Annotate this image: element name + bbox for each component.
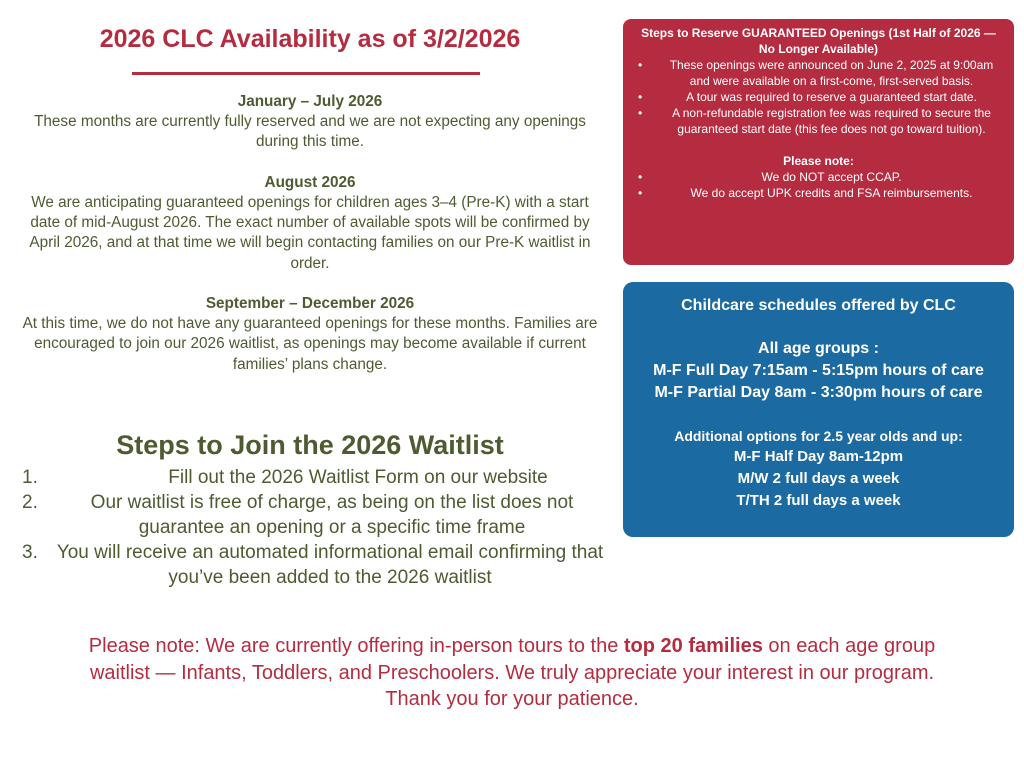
section-body: At this time, we do not have any guaranteed openings for these months. Families are encouraged to join our 2026 waitlist, as openings may become available if current families’ plans change.: [22, 315, 598, 373]
list-item: [635, 169, 1002, 185]
all-ages-label: All age groups :: [758, 340, 879, 357]
schedule-option: T/TH 2 full days a week: [736, 492, 901, 509]
availability-sep-dec: [15, 294, 605, 375]
waitlist-step: [22, 490, 614, 540]
bullet-glyph: •: [638, 170, 643, 184]
tours-note-start: Please note: We are currently offering in-person tours to the: [88, 635, 624, 657]
list-item: [635, 105, 1002, 137]
section-heading: January – July 2026: [237, 93, 383, 110]
tours-note-emphasis: top 20 families: [623, 635, 763, 657]
availability-jan-jul: [15, 92, 605, 153]
full-day-schedule: M-F Full Day 7:15am - 5:15pm hours of care: [653, 362, 984, 379]
step-number: 2.: [22, 492, 38, 513]
list-item: [635, 185, 1002, 201]
schedule-option: M-F Half Day 8am-12pm: [733, 448, 904, 465]
guaranteed-note-title: Please note:: [783, 154, 854, 168]
schedules-title: Childcare schedules offered by CLC: [681, 297, 956, 314]
bullet-text: We do accept UPK credits and FSA reimbursements.: [690, 186, 973, 200]
guaranteed-note-bullets: [635, 169, 1002, 201]
spacer: [631, 404, 1006, 426]
step-number: 1.: [22, 467, 38, 488]
schedule-option: M/W 2 full days a week: [737, 470, 900, 487]
section-body: These months are currently fully reserved and we are not expecting any openings during this time.: [34, 113, 586, 151]
bullet-text: A non-refundable registration fee was required to secure the guaranteed start date (this fee does not go toward tuition).: [672, 106, 991, 136]
bullet-glyph: •: [638, 186, 643, 200]
availability-august: [15, 173, 605, 274]
waitlist-step: [22, 465, 614, 490]
step-text: You will receive an automated informational email confirming that you’ve been added to the 2026 waitlist: [56, 542, 604, 588]
waitlist-step: [22, 540, 614, 590]
tours-note: [80, 633, 944, 713]
waitlist-steps-list: [22, 465, 614, 590]
bullet-text: A tour was required to reserve a guaranteed start date.: [686, 90, 977, 104]
guaranteed-bullets: [635, 57, 1002, 137]
bullet-glyph: •: [638, 58, 643, 72]
step-text: Fill out the 2026 Waitlist Form on our website: [168, 467, 548, 488]
waitlist-steps-title: Steps to Join the 2026 Waitlist: [116, 430, 504, 460]
section-body: We are anticipating guaranteed openings for children ages 3–4 (Pre-K) with a start date of mid-August 2026. The exact number of available spots will be confirmed by April 2026, and at that time we will begin contacting families on our Pre-K waitlist in order.: [29, 194, 591, 272]
bullet-text: We do NOT accept CCAP.: [761, 170, 902, 184]
bullet-glyph: •: [638, 90, 643, 104]
tours-note-end: on each age group waitlist — Infants, Toddlers, and Preschoolers. We truly appreciate your interest in our program. Thank you for your patience.: [89, 635, 936, 710]
bullet-glyph: •: [638, 106, 643, 120]
partial-day-schedule: M-F Partial Day 8am - 3:30pm hours of care: [654, 384, 983, 401]
bullet-text: These openings were announced on June 2, 2025 at 9:00am and were available on a first-come, first-served basis.: [669, 58, 994, 88]
availability-sections: [15, 92, 605, 395]
list-item: [635, 57, 1002, 89]
additional-options-label: Additional options for 2.5 year olds and up:: [674, 428, 963, 444]
title-underline: [132, 72, 480, 75]
spacer: [631, 316, 1006, 338]
guaranteed-openings-box: [623, 19, 1014, 265]
schedules-box: [623, 282, 1014, 537]
section-heading: September – December 2026: [205, 295, 415, 312]
step-number: 3.: [22, 542, 38, 563]
section-heading: August 2026: [264, 173, 356, 191]
guaranteed-box-title: Steps to Reserve GUARANTEED Openings (1st Half of 2026 — No Longer Available): [641, 26, 996, 56]
step-text: Our waitlist is free of charge, as being on the list does not guarantee an opening or a specific time frame: [90, 492, 574, 538]
page-title: 2026 CLC Availability as of 3/2/2026: [99, 25, 521, 53]
list-item: [635, 89, 1002, 105]
